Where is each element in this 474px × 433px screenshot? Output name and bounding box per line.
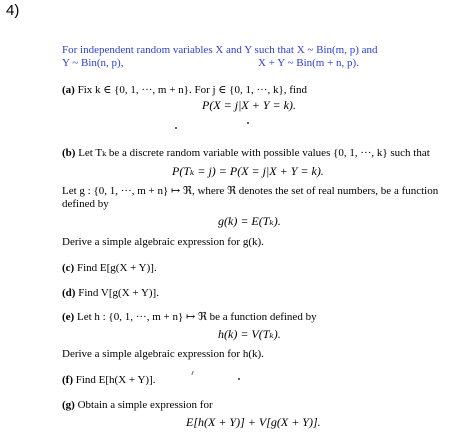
part-g xyxy=(62,399,213,412)
speck xyxy=(238,378,240,380)
speck xyxy=(247,122,249,124)
part-b-label: (b) xyxy=(62,147,76,159)
part-g-text: Obtain a simple expression for xyxy=(77,399,213,411)
part-d-label: (d) xyxy=(62,287,76,299)
part-e-text: Let h : {0, 1, ···, m + n} ↦ ℜ be a function defined by xyxy=(76,311,317,323)
part-e-display: h(k) = V(Tₖ). xyxy=(218,327,281,341)
part-c-text: Find E[g(X + Y)]. xyxy=(76,262,157,274)
part-b-text: Let Tₖ be a discrete random variable with possible values {0, 1, ···, k} such that xyxy=(78,147,430,159)
speck xyxy=(191,371,193,375)
part-d xyxy=(62,287,159,300)
part-a-display: P(X = j|X + Y = k). xyxy=(202,98,296,112)
part-f xyxy=(62,374,155,387)
speck xyxy=(175,127,177,129)
part-b-display-1: P(Tₖ = j) = P(X = j|X + Y = k). xyxy=(172,164,324,178)
part-e-label: (e) xyxy=(62,311,75,323)
intro-line-2-right: X + Y ~ Bin(m + n, p). xyxy=(258,57,359,69)
intro-line-2-left: Y ~ Bin(n, p), xyxy=(62,57,124,69)
part-g-label: (g) xyxy=(62,399,75,411)
part-a-text: Fix k ∈ {0, 1, ···, m + n}. For j ∈ {0, 1, ···, k}, find xyxy=(77,84,307,96)
part-d-text: Find V[g(X + Y)]. xyxy=(78,287,159,299)
part-b-line-2: Let g : {0, 1, ···, m + n} ↦ ℜ, where ℜ denotes the set of real numbers, be a function xyxy=(62,185,439,197)
part-c xyxy=(62,262,157,275)
part-c-label: (c) xyxy=(62,262,75,274)
intro-line-1: For independent random variables X and Y such that X ~ Bin(m, p) and xyxy=(62,44,378,56)
part-b-line-4: Derive a simple algebraic expression for g(k). xyxy=(62,236,264,248)
part-a xyxy=(62,84,307,97)
part-g-display: E[h(X + Y)] + V[g(X + Y)]. xyxy=(186,415,321,429)
part-f-text: Find E[h(X + Y)]. xyxy=(75,374,156,386)
part-b-display-2: g(k) = E(Tₖ). xyxy=(218,214,281,228)
part-b-line-3: defined by xyxy=(62,198,109,210)
part-e-line-2: Derive a simple algebraic expression for h(k). xyxy=(62,348,264,360)
part-f-label: (f) xyxy=(62,374,73,386)
part-b xyxy=(62,147,430,160)
part-e xyxy=(62,311,317,324)
problem-number: 4) xyxy=(6,2,20,19)
part-a-label: (a) xyxy=(62,84,75,96)
